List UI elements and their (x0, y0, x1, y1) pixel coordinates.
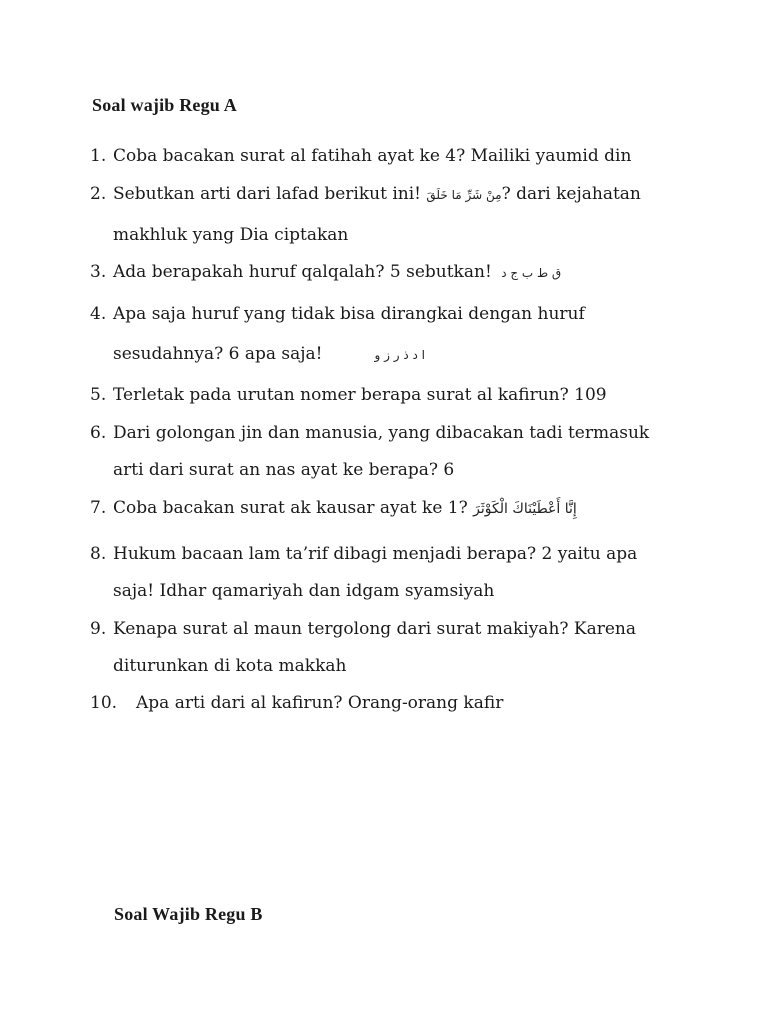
question-9 (90, 619, 636, 639)
continuation-text: sesudahnya? 6 apa saja! (113, 344, 323, 364)
question-9-continuation: diturunkan di kota makkah (113, 656, 347, 676)
heading-regu-b: Soal Wajib Regu B (114, 904, 263, 924)
question-text: Sebutkan arti dari lafad berikut ini! (113, 184, 422, 204)
question-1 (90, 146, 631, 166)
question-text: Coba bacakan surat ak kausar ayat ke 1? (113, 498, 468, 518)
question-text: Dari golongan jin dan manusia, yang dibacakan tadi termasuk (113, 423, 650, 443)
question-number: 6. (90, 423, 107, 443)
question-2 (90, 184, 641, 205)
answer-text: ? dari kejahatan (501, 184, 641, 204)
question-5 (90, 385, 607, 405)
question-3 (90, 262, 561, 283)
question-number: 5. (90, 385, 107, 405)
arabic-text: ق ط ب ج د (501, 266, 562, 280)
question-6 (90, 423, 649, 443)
question-number: 10. (90, 693, 118, 713)
heading-regu-a: Soal wajib Regu A (92, 95, 237, 115)
question-number: 4. (90, 304, 107, 324)
question-2-continuation: makhluk yang Dia ciptakan (113, 225, 349, 245)
question-text: Ada berapakah huruf qalqalah? 5 sebutkan! (113, 262, 492, 282)
question-number: 7. (90, 498, 107, 518)
question-number: 1. (90, 146, 107, 166)
question-text: Terletak pada urutan nomer berapa surat al kafirun? 109 (113, 385, 607, 405)
arabic-text: مِنْ شَرِّ مَا خَلَقَ (426, 188, 502, 202)
question-4-continuation (113, 344, 425, 365)
question-10 (90, 693, 503, 713)
question-number: 3. (90, 262, 107, 282)
question-6-continuation: arti dari surat an nas ayat ke berapa? 6 (113, 460, 455, 480)
question-text: Kenapa surat al maun tergolong dari surat makiyah? Karena (113, 619, 637, 639)
question-number: 2. (90, 184, 107, 204)
question-text: Hukum bacaan lam ta’rif dibagi menjadi berapa? 2 yaitu apa (113, 544, 638, 564)
question-text: Coba bacakan surat al fatihah ayat ke 4? Mailiki yaumid din (113, 146, 632, 166)
question-text: Apa saja huruf yang tidak bisa dirangkai dengan huruf (113, 304, 585, 324)
arabic-text: ا د ذ ر ز و (374, 348, 425, 362)
question-8-continuation: saja! Idhar qamariyah dan idgam syamsiyah (113, 581, 495, 601)
question-8 (90, 544, 637, 564)
question-number: 8. (90, 544, 107, 564)
question-text: Apa arti dari al kafirun? Orang-orang kafir (136, 693, 504, 713)
question-7 (90, 498, 577, 519)
question-number: 9. (90, 619, 107, 639)
question-4 (90, 304, 585, 324)
arabic-text: إِنَّا أَعْطَيْنَاكَ الْكَوْثَرَ (473, 501, 577, 517)
